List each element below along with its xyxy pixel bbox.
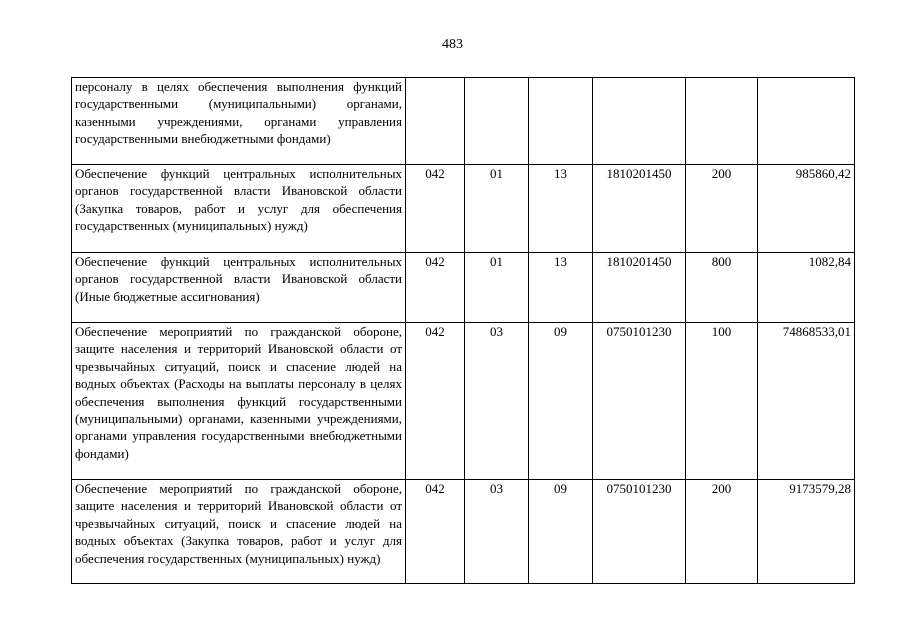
row-target-article: 0750101230 (593, 480, 686, 584)
row-description: персоналу в целях обеспечения выполнения функций государственными (муниципальными) органами, казенными учреждениями, органами управления государственными внебюджетными фондами) (72, 78, 406, 165)
row-description: Обеспечение мероприятий по гражданской обороне, защите населения и территорий Ивановской области от чрезвычайных ситуаций, поиск и спасение людей на водных объектах (Расходы на выплаты персоналу в целях обеспечения выполнения функций государственными (муниципальными) органами, казенными учреждениями, органами управления государственными внебюджетными фондами) (72, 323, 406, 480)
row-subsection-code: 13 (529, 165, 593, 253)
row-department-code: 042 (406, 253, 465, 323)
row-department-code: 042 (406, 480, 465, 584)
row-department-code: 042 (406, 165, 465, 253)
row-section-code: 03 (465, 323, 529, 480)
row-section-code: 01 (465, 165, 529, 253)
row-section-code (465, 78, 529, 165)
row-section-code: 03 (465, 480, 529, 584)
row-expense-type (686, 78, 758, 165)
table-row (72, 480, 855, 584)
row-subsection-code: 09 (529, 480, 593, 584)
row-amount: 985860,42 (758, 165, 855, 253)
row-department-code (406, 78, 465, 165)
table-row (72, 165, 855, 253)
row-subsection-code (529, 78, 593, 165)
budget-table (71, 77, 855, 584)
table-row (72, 78, 855, 165)
row-target-article: 0750101230 (593, 323, 686, 480)
row-description: Обеспечение функций центральных исполнительных органов государственной власти Ивановской области (Закупка товаров, работ и услуг для обеспечения государственных (муниципальных) нужд) (72, 165, 406, 253)
row-amount: 1082,84 (758, 253, 855, 323)
row-description: Обеспечение функций центральных исполнительных органов государственной власти Ивановской области (Иные бюджетные ассигнования) (72, 253, 406, 323)
row-section-code: 01 (465, 253, 529, 323)
row-expense-type: 200 (686, 480, 758, 584)
row-expense-type: 800 (686, 253, 758, 323)
row-target-article: 1810201450 (593, 253, 686, 323)
row-target-article: 1810201450 (593, 165, 686, 253)
row-subsection-code: 09 (529, 323, 593, 480)
row-expense-type: 200 (686, 165, 758, 253)
row-expense-type: 100 (686, 323, 758, 480)
row-department-code: 042 (406, 323, 465, 480)
row-subsection-code: 13 (529, 253, 593, 323)
row-description: Обеспечение мероприятий по гражданской обороне, защите населения и территорий Ивановской области от чрезвычайных ситуаций, поиск и спасение людей на водных объектах (Закупка товаров, работ и услуг для обеспечения государственных (муниципальных) нужд) (72, 480, 406, 584)
table-row (72, 253, 855, 323)
row-amount: 74868533,01 (758, 323, 855, 480)
page-number: 483 (442, 37, 463, 52)
table-row (72, 323, 855, 480)
row-target-article (593, 78, 686, 165)
row-amount: 9173579,28 (758, 480, 855, 584)
row-amount (758, 78, 855, 165)
